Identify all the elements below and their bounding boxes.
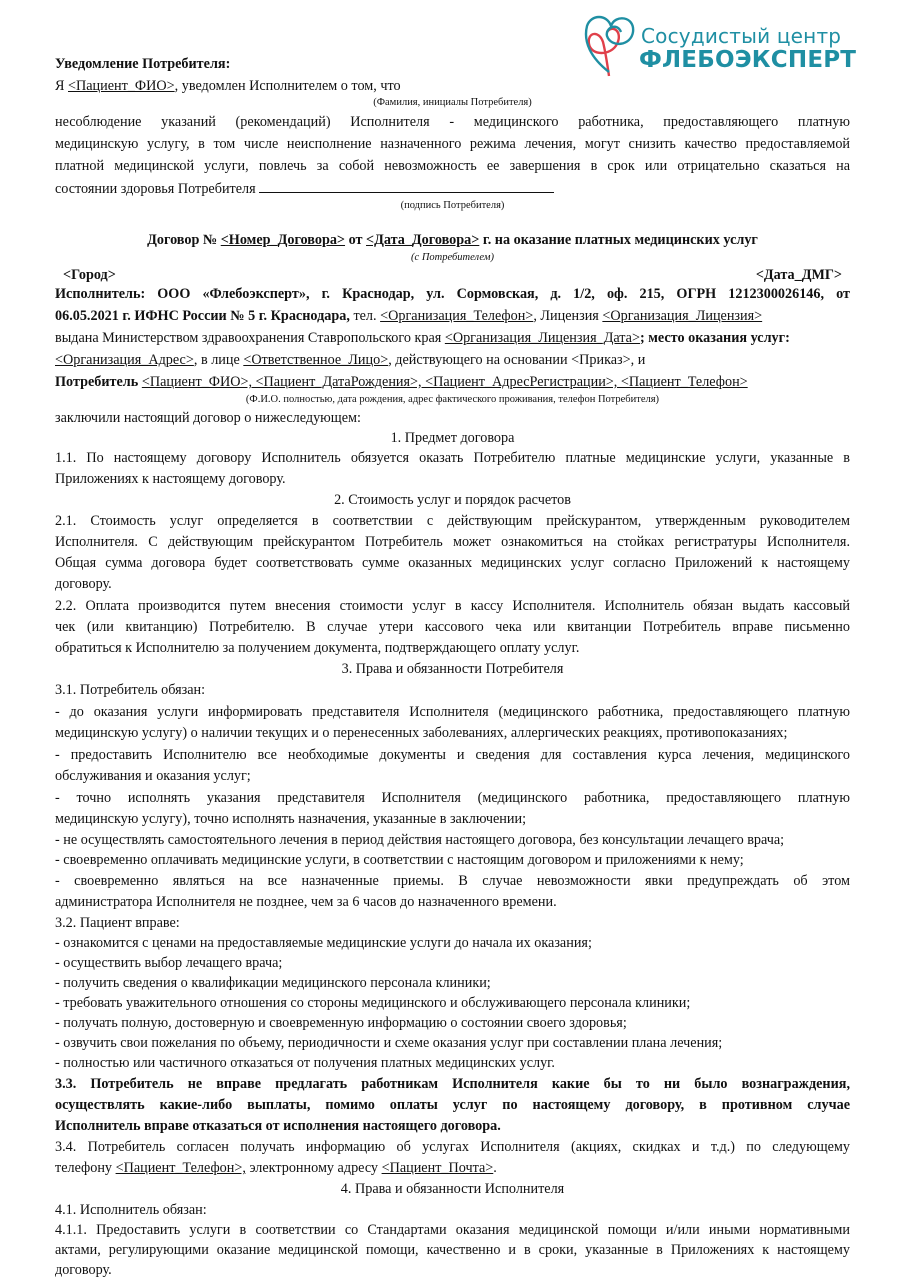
signature-caption: (подпись Потребителя) [400, 200, 505, 211]
text: телефону [55, 1160, 116, 1176]
responsible-person-field: <Ответственное_Лицо> [243, 352, 389, 368]
notice-body-line: платной медицинской услуги, повлечь за собой невозможность ее завершения в срок или отрицательно сказаться на [55, 158, 850, 174]
clause-3-1-title: 3.1. Потребитель обязан: [55, 682, 206, 698]
text: . [493, 1160, 497, 1176]
clause-3-1-item: обслуживания и оказания услуг; [55, 768, 251, 784]
clause-3-4-contacts [55, 1158, 850, 1178]
logo-subtitle: Сосудистый центр [641, 24, 842, 48]
clause-3-2-item: - получать полную, достоверную и своевременную информацию о состоянии своего здоровья; [55, 1015, 627, 1031]
text: ; место оказания услуг: [639, 330, 790, 346]
section-4-title: 4. Права и обязанности Исполнителя [340, 1181, 565, 1197]
clause-3-2-item: - полностью или частичного отказаться от получения платных медицинских услуг. [55, 1055, 555, 1071]
clause-2-2: 2.2. Оплата производится путем внесения стоимости услуг в кассу Исполнителя. Исполнитель обязан выдать кассовый [55, 598, 850, 614]
notice-title: Уведомление Потребителя: [55, 56, 231, 72]
text: Договор № [147, 232, 221, 248]
executor-line-4 [55, 350, 850, 370]
concluded-line: заключили настоящий договор о нижеследующем: [55, 410, 361, 426]
date-dmg-field: <Дата_ДМГ> [755, 267, 842, 283]
clause-2-1: Исполнителя. С действующим прейскурантом Потребитель может ознакомиться на стойках регистратуры Исполнителя. [55, 534, 850, 550]
clause-3-2-title: 3.2. Пациент вправе: [55, 915, 180, 931]
logo-brand-name: ФЛЕБОЭКСПЕРТ [639, 47, 857, 73]
clause-2-2: обратиться к Исполнителю за получением документа, подтверждающего оплату услуг. [55, 640, 580, 656]
text: г. на оказание платных медицинских услуг [479, 232, 758, 248]
signature-blank[interactable] [259, 178, 554, 193]
clause-3-3: Исполнитель вправе отказаться от исполнения настоящего договора. [55, 1118, 501, 1134]
clause-2-1: договору. [55, 576, 112, 592]
clause-3-1-item: - не осуществлять самостоятельного лечения в период действия настоящего договора, без консультации лечащего врача; [55, 832, 785, 848]
text: , действующего на основании <Приказ>, и [388, 352, 646, 368]
clause-3-3: 3.3. Потребитель не вправе предлагать работникам Исполнителя какие бы то ни было вознаграждения, [55, 1076, 850, 1092]
consumer-caption: (Ф.И.О. полностью, дата рождения, адрес фактического проживания, телефон Потребителя) [245, 394, 660, 405]
fio-caption: (Фамилия, инициалы Потребителя) [373, 97, 532, 108]
patient-phone-field: <Пациент_Телефон>, [115, 1160, 246, 1176]
clause-2-2: чек (или квитанцию) Потребителю. В случае утери кассового чека или квитанции Потребитель вправе письменно [55, 619, 850, 635]
clause-3-2-item: - получить сведения о квалификации медицинского персонала клиники; [55, 975, 491, 991]
text: тел. [349, 308, 381, 324]
clause-3-1-item: медицинскую услугу) о наличии текущих и о перенесенных заболеваниях, аллергических реакциях, противопоказаниях; [55, 725, 788, 741]
executor-line-3 [55, 328, 850, 348]
executor-line-2 [55, 306, 850, 326]
clause-3-1-item: - точно исполнять указания представителя Исполнителя (медицинского работника, предоставляющего платную [55, 790, 850, 806]
text: электронному адресу [245, 1160, 382, 1176]
clause-3-3: осуществлять какие-либо выплаты, помимо оплаты услуг по настоящему договору, в противном случае [55, 1097, 850, 1113]
clause-4-1-1: договору. [55, 1262, 112, 1278]
contract-subtitle: (с Потребителем) [411, 252, 494, 263]
notice-body-line: несоблюдение указаний (рекомендаций) Исполнителя - медицинского работника, предоставляющего платную [55, 114, 850, 130]
text: , уведомлен Исполнителем о том, что [174, 78, 401, 94]
text: , в лице [193, 352, 244, 368]
consumer-fields: <Пациент_ФИО>, <Пациент_ДатаРождения>, <Пациент_АдресРегистрации>, <Пациент_Телефон> [141, 374, 748, 390]
notice-line-1 [55, 76, 850, 96]
org-license-date-field: <Организация_Лицензия_Дата> [444, 330, 640, 346]
clause-3-4: 3.4. Потребитель согласен получать информацию об услугах Исполнителя (акциях, скидках и т.д.) по следующему [55, 1139, 850, 1155]
contract-date-field: <Дата_Договора> [366, 232, 480, 248]
clause-1-1: 1.1. По настоящему договору Исполнитель обязуется оказать Потребителю платные медицинские услуги, указанные в [55, 450, 850, 466]
executor-line-1: Исполнитель: ООО «Флебоэксперт», г. Краснодар, ул. Сормовская, д. 1/2, оф. 215, ОГРН 1212300026146, от [55, 286, 850, 302]
text: 06.05.2021 г. ИФНС России № 5 г. Краснодара, [55, 308, 350, 324]
patient-fio-field: <Пациент_ФИО> [68, 78, 175, 94]
clause-3-1-item: - предоставить Исполнителю все необходимые документы и сведения для составления курса лечения, медицинского [55, 747, 850, 763]
text: состоянии здоровья Потребителя [55, 181, 260, 197]
org-address-field: <Организация_Адрес> [55, 352, 194, 368]
contract-number-field: <Номер_Договора> [220, 232, 346, 248]
clause-3-2-item: - озвучить свои пожелания по объему, периодичности и схеме оказания услуг при составлении плана лечения; [55, 1035, 723, 1051]
clause-3-1-item: медицинскую услугу), точно исполнять назначения, указанные в заключении; [55, 811, 527, 827]
text: от [345, 232, 367, 248]
clause-3-1-item: - своевременно оплачивать медицинские услуги, в соответствии с настоящим договором и приложениями к нему; [55, 852, 744, 868]
text: Я [55, 78, 69, 94]
notice-body-line: медицинскую услугу, в том числе неисполнение назначенного режима лечения, могут снизить качество предоставляемой [55, 136, 850, 152]
patient-email-field: <Пациент_Почта> [381, 1160, 494, 1176]
clause-3-1-item: - до оказания услуги информировать представителя Исполнителя (медицинского работника, предоставляющего платную [55, 704, 850, 720]
clause-3-2-item: - осуществить выбор лечащего врача; [55, 955, 283, 971]
section-1-title: 1. Предмет договора [390, 430, 515, 446]
clause-1-1: Приложениях к настоящему договору. [55, 471, 286, 487]
clause-3-1-item: - своевременно являться на все назначенные приемы. В случае невозможности явки предупреждать об этом [55, 873, 850, 889]
clause-3-2-item: - требовать уважительного отношения со стороны медицинского и обслуживающего персонала клиники; [55, 995, 691, 1011]
org-phone-field: <Организация_Телефон> [380, 308, 534, 324]
clause-4-1-1: 4.1.1. Предоставить услуги в соответствии со Стандартами оказания медицинской помощи и/или иными нормативными [55, 1222, 850, 1238]
text: выдана Министерством здравоохранения Ставропольского края [55, 330, 445, 346]
text: , Лицензия [533, 308, 603, 324]
section-2-title: 2. Стоимость услуг и порядок расчетов [334, 492, 571, 508]
notice-signature-line [55, 178, 850, 198]
clause-3-2-item: - ознакомится с ценами на предоставляемые медицинские услуги до начала их оказания; [55, 935, 592, 951]
clause-4-1-title: 4.1. Исполнитель обязан: [55, 1202, 207, 1218]
contract-title [55, 230, 850, 250]
city-date-row [55, 265, 850, 285]
text: Потребитель [55, 374, 142, 390]
clause-4-1-1: актами, регулирующими оказание медицинской помощи, качественно и в сроки, указанные в Приложениях к настоящему [55, 1242, 850, 1258]
city-field: <Город> [63, 267, 116, 283]
consumer-line [55, 372, 850, 392]
org-license-field: <Организация_Лицензия> [602, 308, 763, 324]
clause-2-1: 2.1. Стоимость услуг определяется в соответствии с действующим прейскурантом, утвержденным руководителем [55, 513, 850, 529]
clause-3-1-item: администратора Исполнителя не позднее, чем за 6 часов до назначенного времени. [55, 894, 557, 910]
clause-2-1: Общая сумма договора будет соответствовать сумме оказанных медицинских услуг согласно Приложений к настоящему [55, 555, 850, 571]
section-3-title: 3. Права и обязанности Потребителя [341, 661, 564, 677]
